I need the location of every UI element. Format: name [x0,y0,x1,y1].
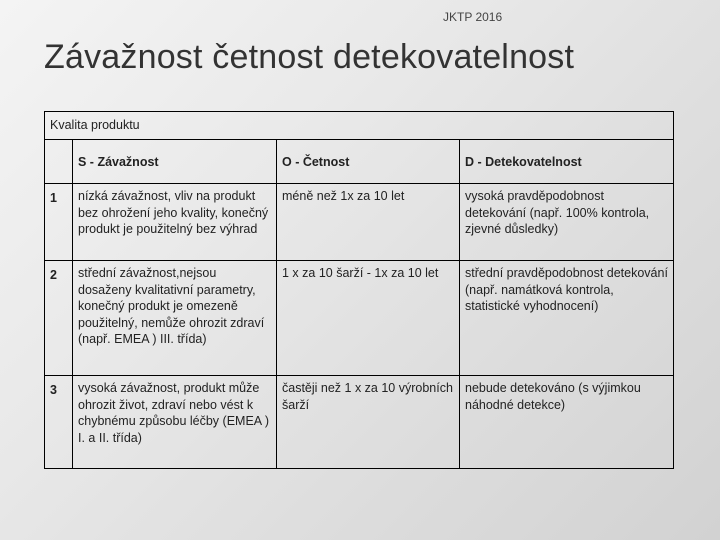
table-row [45,261,674,376]
severity-cell: vysoká závažnost, produkt může ohrozit život, zdraví nebo vést k chybnému způsobu léčby (EMEA ) I. a II. třída) [73,376,277,469]
detection-cell: nebude detekováno (s výjimkou náhodné detekce) [460,376,674,469]
occurrence-cell: častěji než 1 x za 10 výrobních šarží [277,376,460,469]
table-caption: Kvalita produktu [45,112,674,140]
quality-table [44,111,674,469]
occurrence-cell: 1 x za 10 šarží - 1x za 10 let [277,261,460,376]
column-header-severity: S - Závažnost [73,140,277,184]
column-header-detection: D - Detekovatelnost [460,140,674,184]
severity-cell: nízká závažnost, vliv na produkt bez ohrožení jeho kvality, konečný produkt je použitelný bez výhrad [73,184,277,261]
row-number: 1 [45,184,73,261]
row-number: 3 [45,376,73,469]
page-title: Závažnost četnost detekovatelnost [44,38,575,76]
detection-cell: vysoká pravděpodobnost detekování (např. 100% kontrola, zjevné důsledky) [460,184,674,261]
severity-cell: střední závažnost,nejsou dosaženy kvalitativní parametry, konečný produkt je omezeně použitelný, nemůže ohrozit zdraví (např. EMEA ) III. třída) [73,261,277,376]
table-caption-row [45,112,674,140]
row-number: 2 [45,261,73,376]
column-header-occurrence: O - Četnost [277,140,460,184]
table-row [45,184,674,261]
header-note: JKTP 2016 [443,10,503,24]
occurrence-cell: méně než 1x za 10 let [277,184,460,261]
table-header-row [45,140,674,184]
column-header-number [45,140,73,184]
table-row [45,376,674,469]
quality-table-container [44,111,673,469]
detection-cell: střední pravděpodobnost detekování (např. namátková kontrola, statistické vyhodnocení) [460,261,674,376]
